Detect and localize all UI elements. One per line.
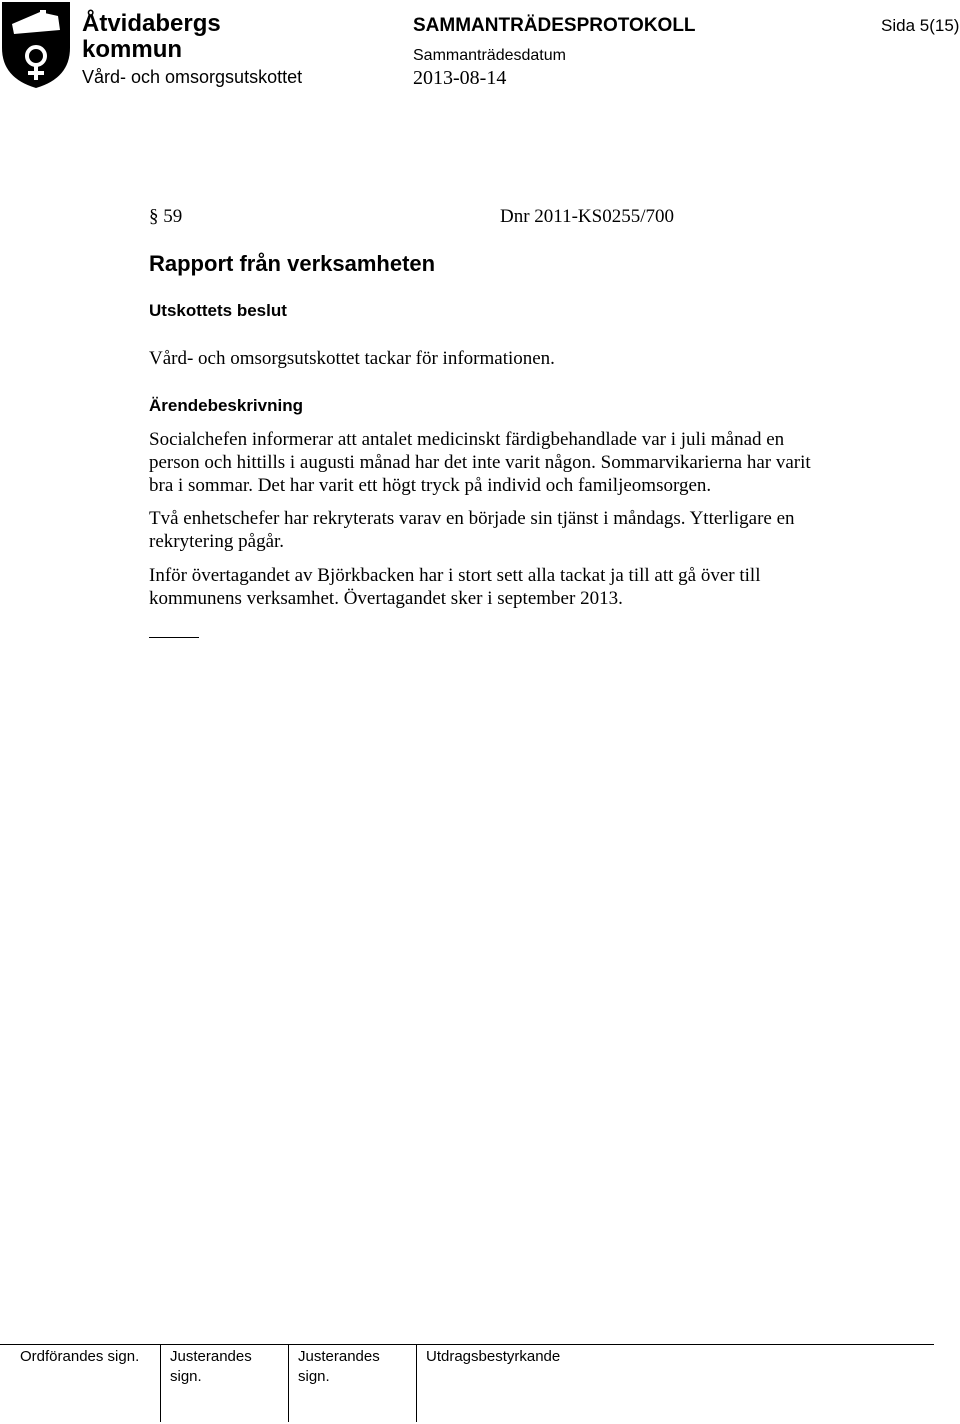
case-number: Dnr 2011-KS0255/700 xyxy=(500,206,674,227)
footer-column-divider xyxy=(416,1344,417,1422)
footer-column-divider xyxy=(288,1344,289,1422)
meeting-date: 2013-08-14 xyxy=(413,67,507,89)
paragraph-number: § 59 xyxy=(149,206,183,227)
adjuster-signature-label: Justerandes sign. xyxy=(170,1348,252,1385)
page-number: Sida 5(15) xyxy=(881,16,960,35)
description-paragraph: Socialchefen informerar att antalet medicinskt färdigbehandlade var i juli månad en person och hittills i augusti månad har det inte varit någon. Sommarvikarierna har varit bra i sommar. Det har varit ett högt tryck på individ och familjeomsorgen. xyxy=(149,429,811,496)
description-heading: Ärendebeskrivning xyxy=(149,396,303,415)
organization-name-suffix: kommun xyxy=(82,36,183,63)
committee-name: Vård- och omsorgsutskottet xyxy=(82,67,303,87)
chair-signature-label: Ordförandes sign. xyxy=(20,1348,140,1365)
description-paragraph: Inför övertagandet av Björkbacken har i stort sett alla tackat ja till att gå över till kommunens verksamhet. Övertagandet sker i september 2013. xyxy=(149,565,761,609)
section-end-divider xyxy=(149,637,199,638)
decision-heading: Utskottets beslut xyxy=(149,301,287,320)
certifier-label: Utdragsbestyrkande xyxy=(426,1348,561,1365)
coat-of-arms-icon xyxy=(0,0,72,90)
footer-column-divider xyxy=(160,1344,161,1422)
document-title: SAMMANTRÄDESPROTOKOLL xyxy=(413,15,696,36)
adjuster-signature-label: Justerandes sign. xyxy=(298,1348,380,1385)
meeting-date-label: Sammanträdesdatum xyxy=(413,47,566,64)
organization-name: Åtvidabergs xyxy=(82,10,221,37)
decision-text: Vård- och omsorgsutskottet tackar för informationen. xyxy=(149,348,555,369)
footer-divider xyxy=(0,1344,934,1345)
description-paragraph: Två enhetschefer har rekryterats varav en började sin tjänst i måndags. Ytterligare en rekrytering pågår. xyxy=(149,508,795,552)
item-title: Rapport från verksamheten xyxy=(149,251,436,276)
